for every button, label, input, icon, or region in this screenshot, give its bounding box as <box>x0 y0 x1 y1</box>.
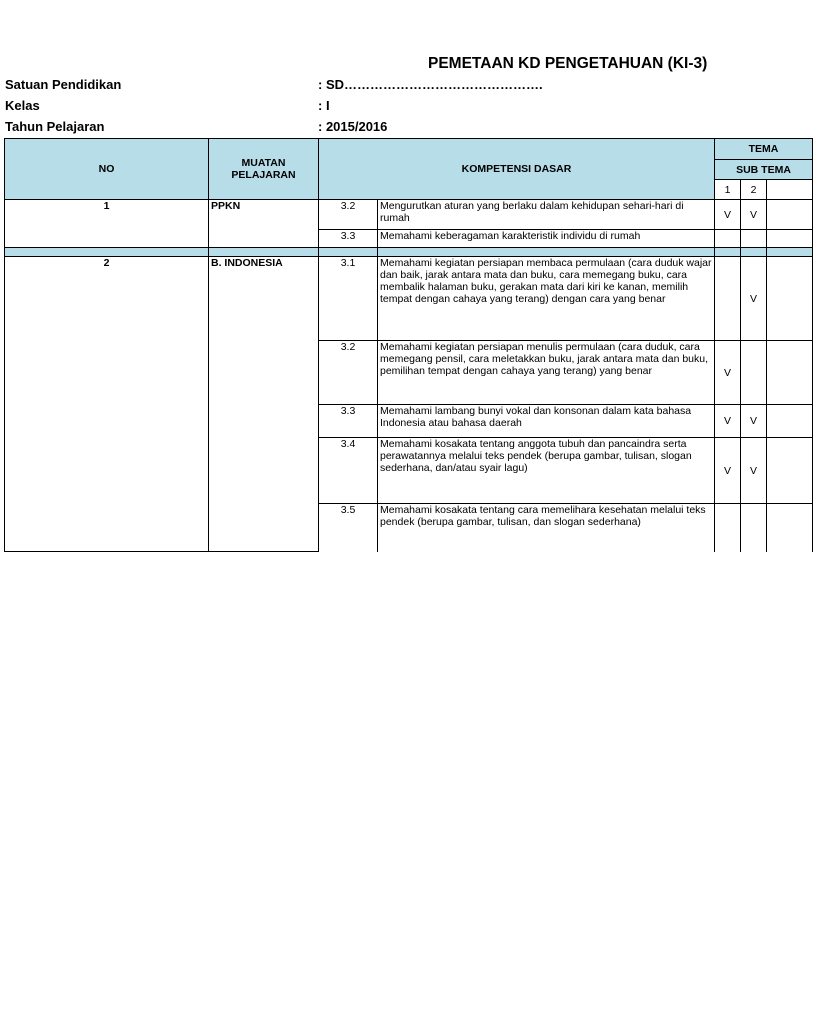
row-check-1 <box>715 230 741 248</box>
header-kompetensi-dasar: KOMPETENSI DASAR <box>319 139 715 200</box>
header-tema: TEMA <box>715 139 813 160</box>
meta-value-satuan: : SD………………………………………. <box>318 77 543 92</box>
row-kd-code: 3.3 <box>319 405 378 438</box>
row-check-2: V <box>741 405 767 438</box>
row-no: 2 <box>5 257 209 552</box>
header-sub-col-2: 2 <box>741 180 767 200</box>
meta-value-tahun: : 2015/2016 <box>318 119 388 134</box>
row-kd-text: Mengurutkan aturan yang berlaku dalam kehidupan sehari-hari di rumah <box>378 200 715 230</box>
row-kd-text: Memahami lambang bunyi vokal dan konsonan dalam kata bahasa Indonesia atau bahasa daerah <box>378 405 715 438</box>
row-check-1: V <box>715 200 741 230</box>
row-check-1 <box>715 257 741 341</box>
row-kd-code: 3.5 <box>319 504 378 552</box>
row-muatan: PPKN <box>209 200 319 248</box>
kd-table-container <box>4 138 791 560</box>
table-row <box>5 257 813 341</box>
row-check-2 <box>741 230 767 248</box>
row-check-1: V <box>715 341 741 405</box>
row-check-2: V <box>741 438 767 504</box>
row-no: 1 <box>5 200 209 248</box>
meta-label-tahun: Tahun Pelajaran <box>5 119 105 134</box>
row-check-1: V <box>715 438 741 504</box>
row-kd-text: Memahami kosakata tentang cara memelihara kesehatan melalui teks pendek (berupa gambar, tulisan, dan slogan sederhana) <box>378 504 715 552</box>
table-row <box>5 200 813 230</box>
row-check-2 <box>741 341 767 405</box>
row-check-1 <box>715 504 741 552</box>
header-sub-col-1: 1 <box>715 180 741 200</box>
row-kd-code: 3.4 <box>319 438 378 504</box>
row-check-2 <box>741 504 767 552</box>
meta-label-kelas: Kelas <box>5 98 40 113</box>
separator-row <box>5 248 813 257</box>
row-check-2: V <box>741 200 767 230</box>
header-sub-tema: SUB TEMA <box>715 160 813 180</box>
row-kd-text: Memahami kegiatan persiapan membaca permulaan (cara duduk wajar dan baik, jarak antara mata dan buku, cara memegang buku, cara membalik halaman buku, gerakan mata dari kiri ke kanan, memilih tempat dengan cahaya yang terang) dengan cara yang benar <box>378 257 715 341</box>
page-title: PEMETAAN KD PENGETAHUAN (KI-3) <box>428 55 708 72</box>
meta-label-satuan: Satuan Pendidikan <box>5 77 122 92</box>
row-kd-code: 3.3 <box>319 230 378 248</box>
header-no: NO <box>5 139 209 200</box>
header-muatan-pelajaran: MUATAN PELAJARAN <box>209 139 319 200</box>
row-kd-code: 3.1 <box>319 257 378 341</box>
row-kd-text: Memahami keberagaman karakteristik individu di rumah <box>378 230 715 248</box>
row-kd-text: Memahami kegiatan persiapan menulis permulaan (cara duduk, cara memegang pensil, cara meletakkan buku, jarak antara mata dan buku, pemilihan tempat dengan cahaya yang terang) yang benar <box>378 341 715 405</box>
row-check-1: V <box>715 405 741 438</box>
row-kd-code: 3.2 <box>319 200 378 230</box>
row-check-2: V <box>741 257 767 341</box>
row-kd-text: Memahami kosakata tentang anggota tubuh dan pancaindra serta perawatannya melalui teks pendek (berupa gambar, tulisan, slogan sederhana, dan/atau syair lagu) <box>378 438 715 504</box>
row-muatan: B. INDONESIA <box>209 257 319 552</box>
meta-value-kelas: : I <box>318 98 330 113</box>
row-kd-code: 3.2 <box>319 341 378 405</box>
kd-table <box>4 138 813 552</box>
